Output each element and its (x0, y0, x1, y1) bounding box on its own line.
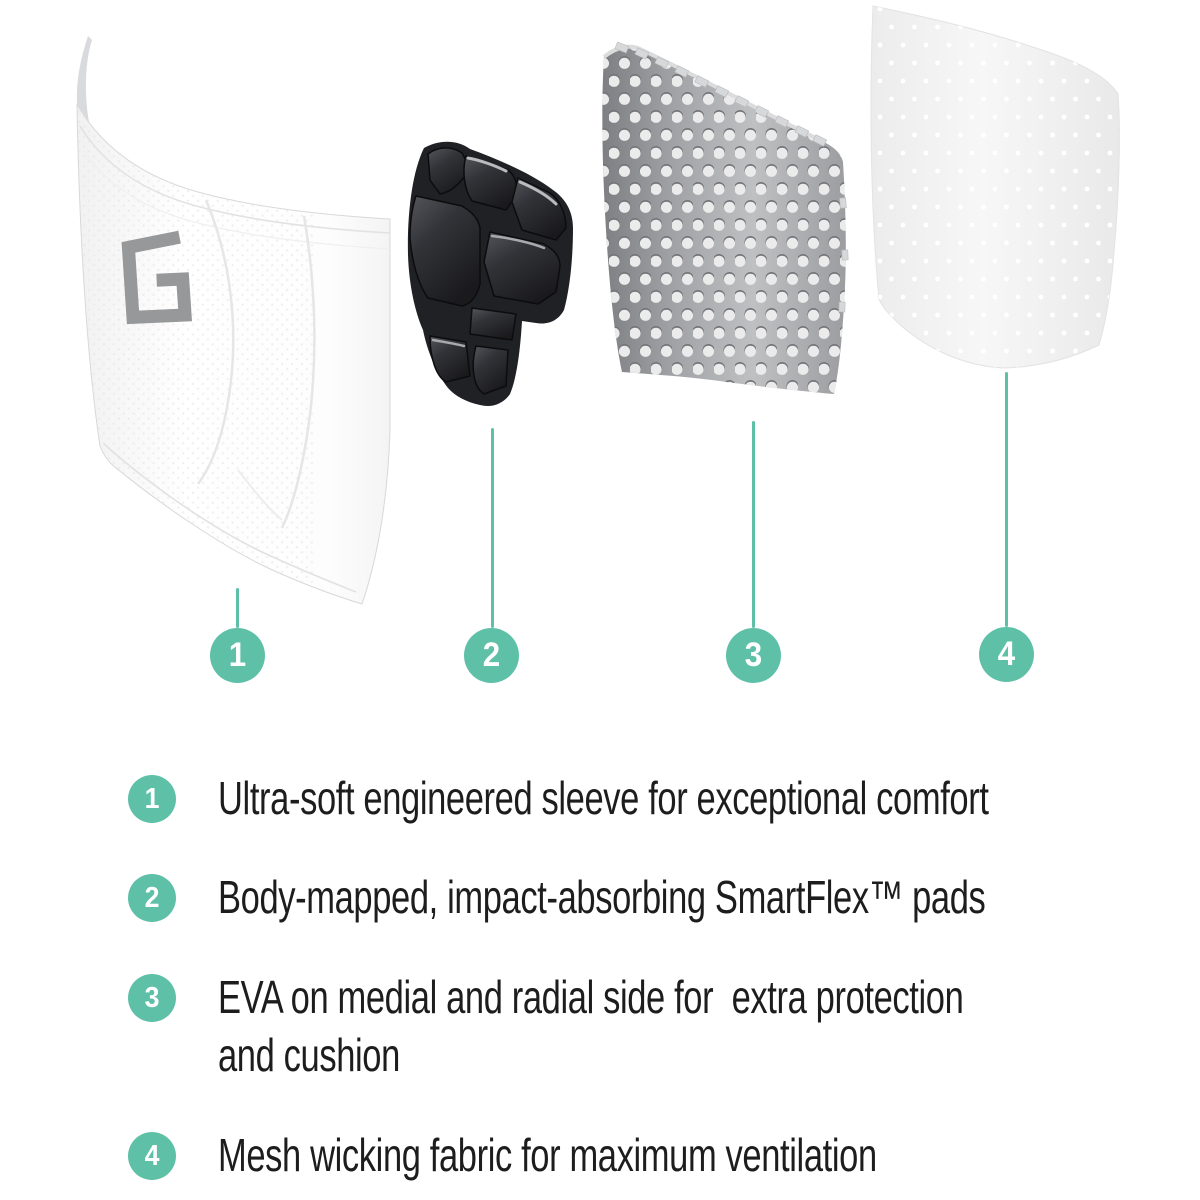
legend-bullet-3-number: 3 (144, 981, 160, 1014)
layer-marker-3-number: 3 (744, 636, 763, 674)
layer-image-eva-sheet (598, 40, 853, 400)
layer-image-smartflex-pad (408, 142, 573, 406)
legend-bullet-4 (128, 1132, 176, 1180)
connector-line-2 (491, 428, 494, 628)
legend-text-1: Ultra-soft engineered sleeve for exceptional comfort (218, 772, 989, 824)
legend-row-1 (128, 772, 1200, 827)
legend-row-4 (128, 1129, 1096, 1184)
legend-text-2: Body-mapped, impact-absorbing SmartFlex™ pads (218, 871, 986, 923)
layer-marker-2-number: 2 (482, 636, 501, 674)
connector-line-4 (1005, 372, 1008, 627)
legend-bullet-1 (128, 775, 176, 823)
legend-row-3 (128, 971, 1200, 1084)
legend-text-3-line-1: EVA on medial and radial side for extra protection (218, 971, 964, 1023)
layer-marker-2 (464, 628, 519, 683)
layer-image-mesh-sheet (865, 0, 1125, 375)
connector-line-3 (752, 421, 755, 628)
layer-marker-4-number: 4 (997, 635, 1016, 673)
layer-marker-3 (726, 628, 781, 683)
legend-bullet-3 (128, 974, 176, 1022)
connector-line-1 (236, 588, 239, 628)
legend-bullet-4-number: 4 (144, 1139, 160, 1172)
legend-bullet-2 (128, 874, 176, 922)
legend-text-3-line-2: and cushion (218, 1029, 400, 1081)
legend-text-4: Mesh wicking fabric for maximum ventilation (218, 1129, 877, 1181)
layer-marker-1 (210, 628, 265, 683)
legend-row-2 (128, 871, 1200, 926)
layer-marker-1-number: 1 (228, 636, 247, 674)
layer-marker-4 (979, 627, 1034, 682)
layer-image-sleeve (70, 36, 390, 604)
legend-bullet-2-number: 2 (144, 881, 160, 914)
legend-bullet-1-number: 1 (144, 782, 160, 815)
